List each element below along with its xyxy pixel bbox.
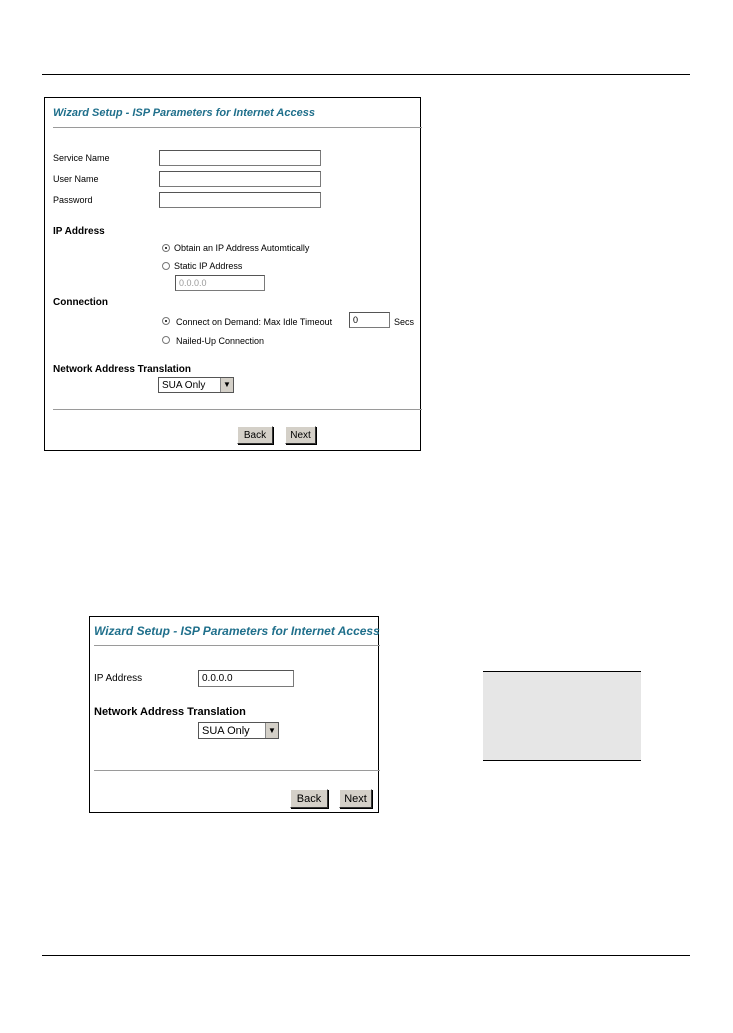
nailed-up-radio[interactable] [162,336,170,344]
nat-heading: Network Address Translation [94,706,246,718]
footer-divider [53,409,422,410]
ip-address-label: IP Address [94,673,143,684]
obtain-ip-radio[interactable] [162,244,170,252]
back-button[interactable]: Back [237,426,273,444]
static-ip-input[interactable] [175,275,265,291]
service-name-input[interactable] [159,150,321,166]
isp-parameters-panel [44,97,421,451]
title-divider [94,645,380,646]
footer-rule [42,955,690,956]
secs-label: Secs [394,317,415,327]
dropdown-arrow-icon[interactable]: ▼ [220,378,233,392]
back-button[interactable]: Back [290,789,328,808]
ip-address-input[interactable] [198,670,294,687]
connect-on-demand-label: Connect on Demand: Max Idle Timeout [176,317,333,327]
password-label: Password [53,195,93,205]
panel-title: Wizard Setup - ISP Parameters for Internet Access [53,107,315,119]
note-box [483,671,641,761]
password-input[interactable] [159,192,321,208]
nat-heading: Network Address Translation [53,364,191,375]
next-button[interactable]: Next [285,426,316,444]
nat-selected-value: SUA Only [162,380,206,391]
obtain-ip-label: Obtain an IP Address Automtically [174,243,310,253]
panel-title: Wizard Setup - ISP Parameters for Internet Access [94,624,380,638]
idle-timeout-input[interactable] [349,312,390,328]
connection-heading: Connection [53,297,108,308]
next-button[interactable]: Next [339,789,372,808]
service-name-label: Service Name [53,153,110,163]
connect-on-demand-radio[interactable] [162,317,170,325]
isp-parameters-static-panel [89,616,379,813]
nat-selected-value: SUA Only [202,725,250,737]
static-ip-radio[interactable] [162,262,170,270]
user-name-input[interactable] [159,171,321,187]
footer-divider [94,770,380,771]
nailed-up-label: Nailed-Up Connection [176,336,265,346]
dropdown-arrow-icon[interactable]: ▼ [265,723,278,738]
title-divider [53,127,422,128]
nat-select[interactable] [158,377,234,393]
ip-address-heading: IP Address [53,226,105,237]
static-ip-label: Static IP Address [174,261,243,271]
user-name-label: User Name [53,174,99,184]
header-rule [42,74,690,75]
nat-select[interactable] [198,722,279,739]
